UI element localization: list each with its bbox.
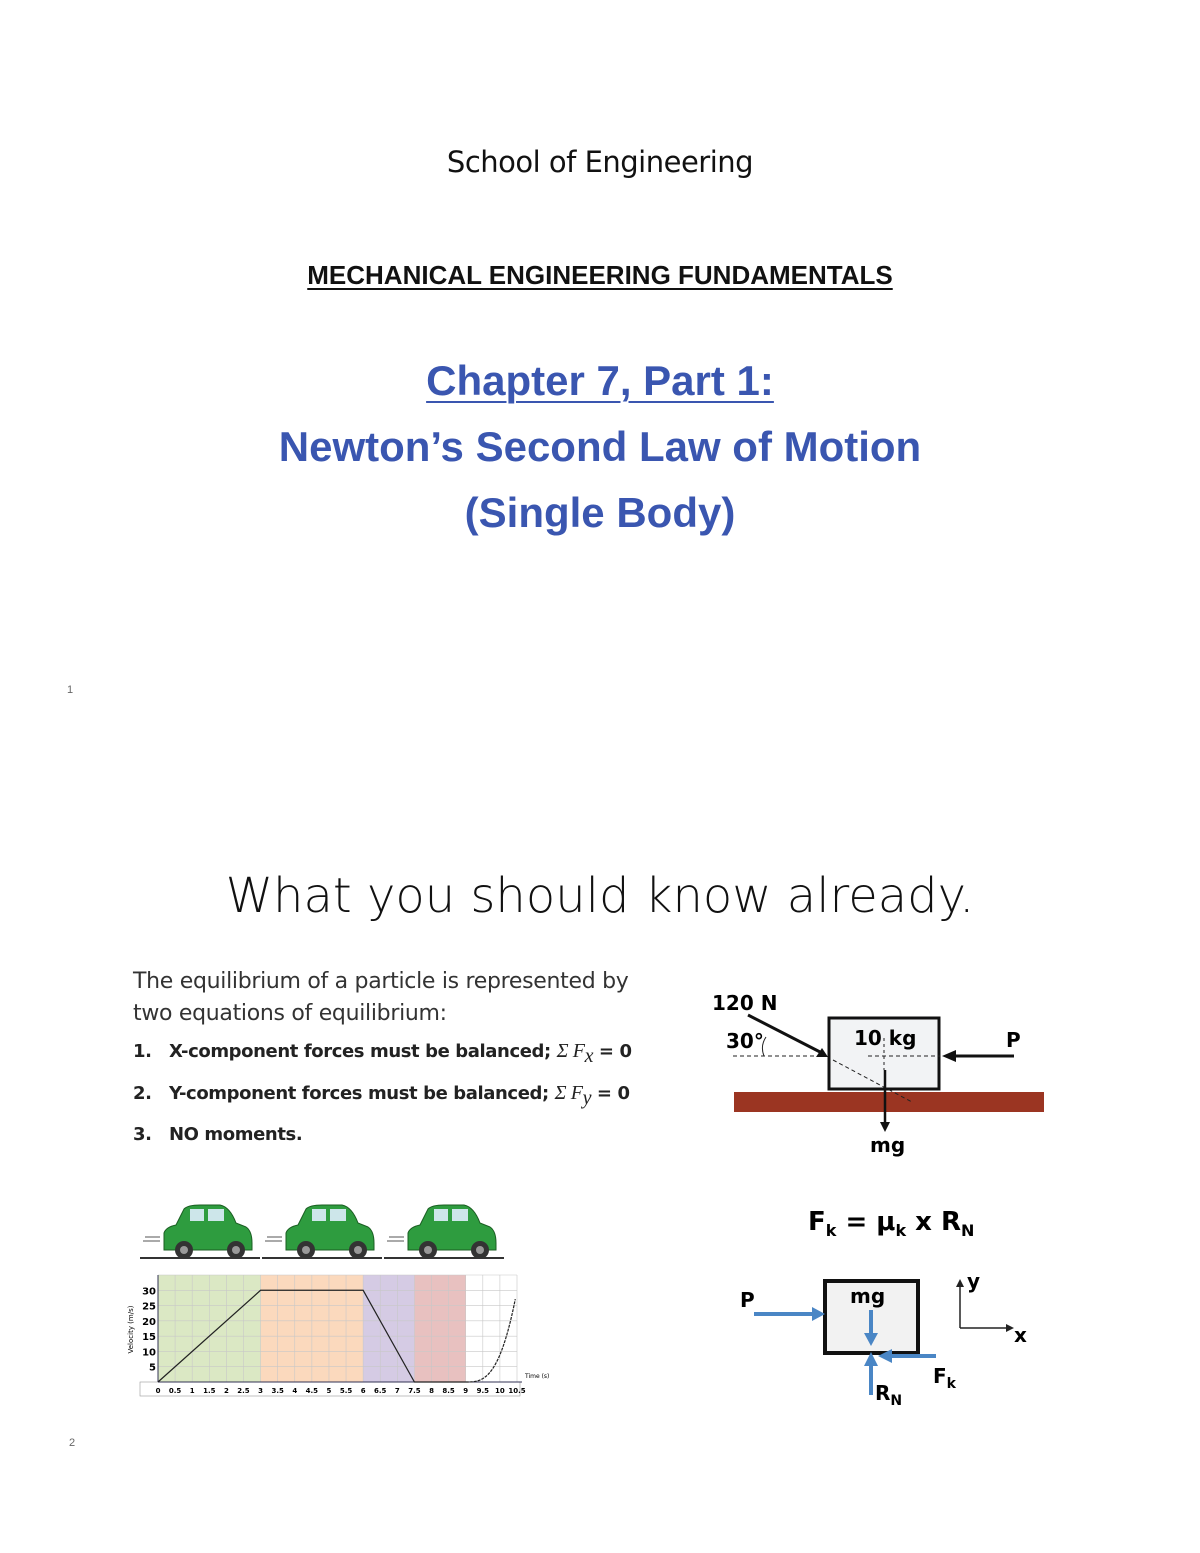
block-force-diagram (700, 980, 1060, 1160)
y-tick-label: 30 (142, 1286, 156, 1298)
x-axis-label: Time (s) (525, 1373, 550, 1380)
friction-fbd (730, 1200, 1040, 1415)
chapter-title: Newton’s Second Law of Motion (278, 423, 922, 470)
x-tick-label: 6.5 (374, 1387, 387, 1395)
y-axis-label: y (967, 1269, 981, 1293)
x-axis-label: x (1014, 1323, 1027, 1347)
fbd-rn-label: $R_N$ (875, 1381, 903, 1409)
rule-tail: = 0 (591, 1083, 630, 1104)
rule-text: Y-component forces must be balanced; (169, 1083, 555, 1104)
y-tick-label: 10 (142, 1347, 156, 1359)
velocity-curve (466, 1299, 516, 1382)
chart-region (414, 1275, 465, 1382)
x-tick-label: 2.5 (237, 1387, 250, 1395)
rule-equation: Σ F (554, 1082, 583, 1104)
push-label: P (1006, 1028, 1021, 1052)
fbd-fk-label: $F_k$ (933, 1364, 956, 1392)
force-label: 120 N (712, 991, 778, 1015)
x-tick-label: 10.5 (508, 1387, 526, 1395)
fbd-mg-label: mg (850, 1284, 886, 1308)
x-tick-label: 3 (258, 1387, 264, 1395)
car-illustrations (140, 1195, 510, 1265)
rule-subscript: y (582, 1086, 592, 1109)
page-number: 1 (67, 684, 74, 696)
y-tick-label: 15 (142, 1332, 156, 1344)
rule-text: NO moments. (169, 1124, 303, 1145)
x-tick-label: 5.5 (339, 1387, 353, 1395)
y-axis-label: Velocity (m/s) (127, 1305, 135, 1354)
chapter-heading: Chapter 7, Part 1: (426, 357, 774, 404)
car-icon (140, 1205, 260, 1259)
x-tick-label: 1.5 (203, 1387, 216, 1395)
fbd-p-label: P (740, 1288, 755, 1312)
x-tick-label: 8.5 (442, 1387, 455, 1395)
angle-label: 30° (726, 1029, 764, 1053)
x-tick-label: 7 (394, 1387, 400, 1395)
x-tick-label: 4 (292, 1387, 298, 1395)
rule-tail: = 0 (593, 1041, 632, 1062)
y-tick-label: 5 (149, 1362, 156, 1374)
velocity-time-chart (120, 1262, 570, 1402)
y-tick-label: 25 (142, 1301, 156, 1313)
x-tick-label: 9 (463, 1387, 469, 1395)
rule-equation: Σ F (556, 1040, 585, 1062)
x-tick-label: 8 (429, 1387, 434, 1395)
x-tick-label: 3.5 (271, 1387, 284, 1395)
x-tick-label: 0.5 (168, 1387, 182, 1395)
x-tick-label: 10 (495, 1387, 505, 1395)
slide-title: What you should know already. (225, 868, 975, 924)
x-tick-label: 2 (223, 1387, 229, 1395)
x-tick-label: 4.5 (305, 1387, 319, 1395)
y-tick-label: 20 (142, 1316, 156, 1328)
mass-label: 10 kg (854, 1026, 917, 1050)
rule-number: 1. (133, 1041, 152, 1062)
rule-item (133, 1124, 302, 1145)
x-tick-label: 5 (326, 1387, 332, 1395)
chapter-subtitle: (Single Body) (464, 489, 736, 536)
school-name: School of Engineering (446, 145, 754, 179)
x-tick-label: 7.5 (408, 1387, 421, 1395)
x-tick-label: 6 (360, 1387, 366, 1395)
rule-number: 3. (133, 1124, 152, 1145)
friction-formula: $F_k = \mu_k$ x $R_N$ (808, 1207, 975, 1240)
x-tick-label: 9.5 (476, 1387, 490, 1395)
x-tick-label: 0 (155, 1387, 161, 1395)
course-title: MECHANICAL ENGINEERING FUNDAMENTALS (307, 260, 893, 290)
ground (734, 1092, 1044, 1112)
rule-subscript: x (584, 1044, 594, 1067)
rule-item (133, 1082, 630, 1110)
weight-label: mg (870, 1133, 906, 1157)
rule-number: 2. (133, 1083, 152, 1104)
x-tick-label: 1 (189, 1387, 195, 1395)
page-number: 2 (69, 1437, 76, 1449)
rule-text: X-component forces must be balanced; (169, 1041, 557, 1062)
chart-region (363, 1275, 414, 1382)
rule-item (133, 1040, 632, 1068)
intro-text: The equilibrium of a particle is represented by two equations of equilibrium: (133, 969, 629, 1026)
